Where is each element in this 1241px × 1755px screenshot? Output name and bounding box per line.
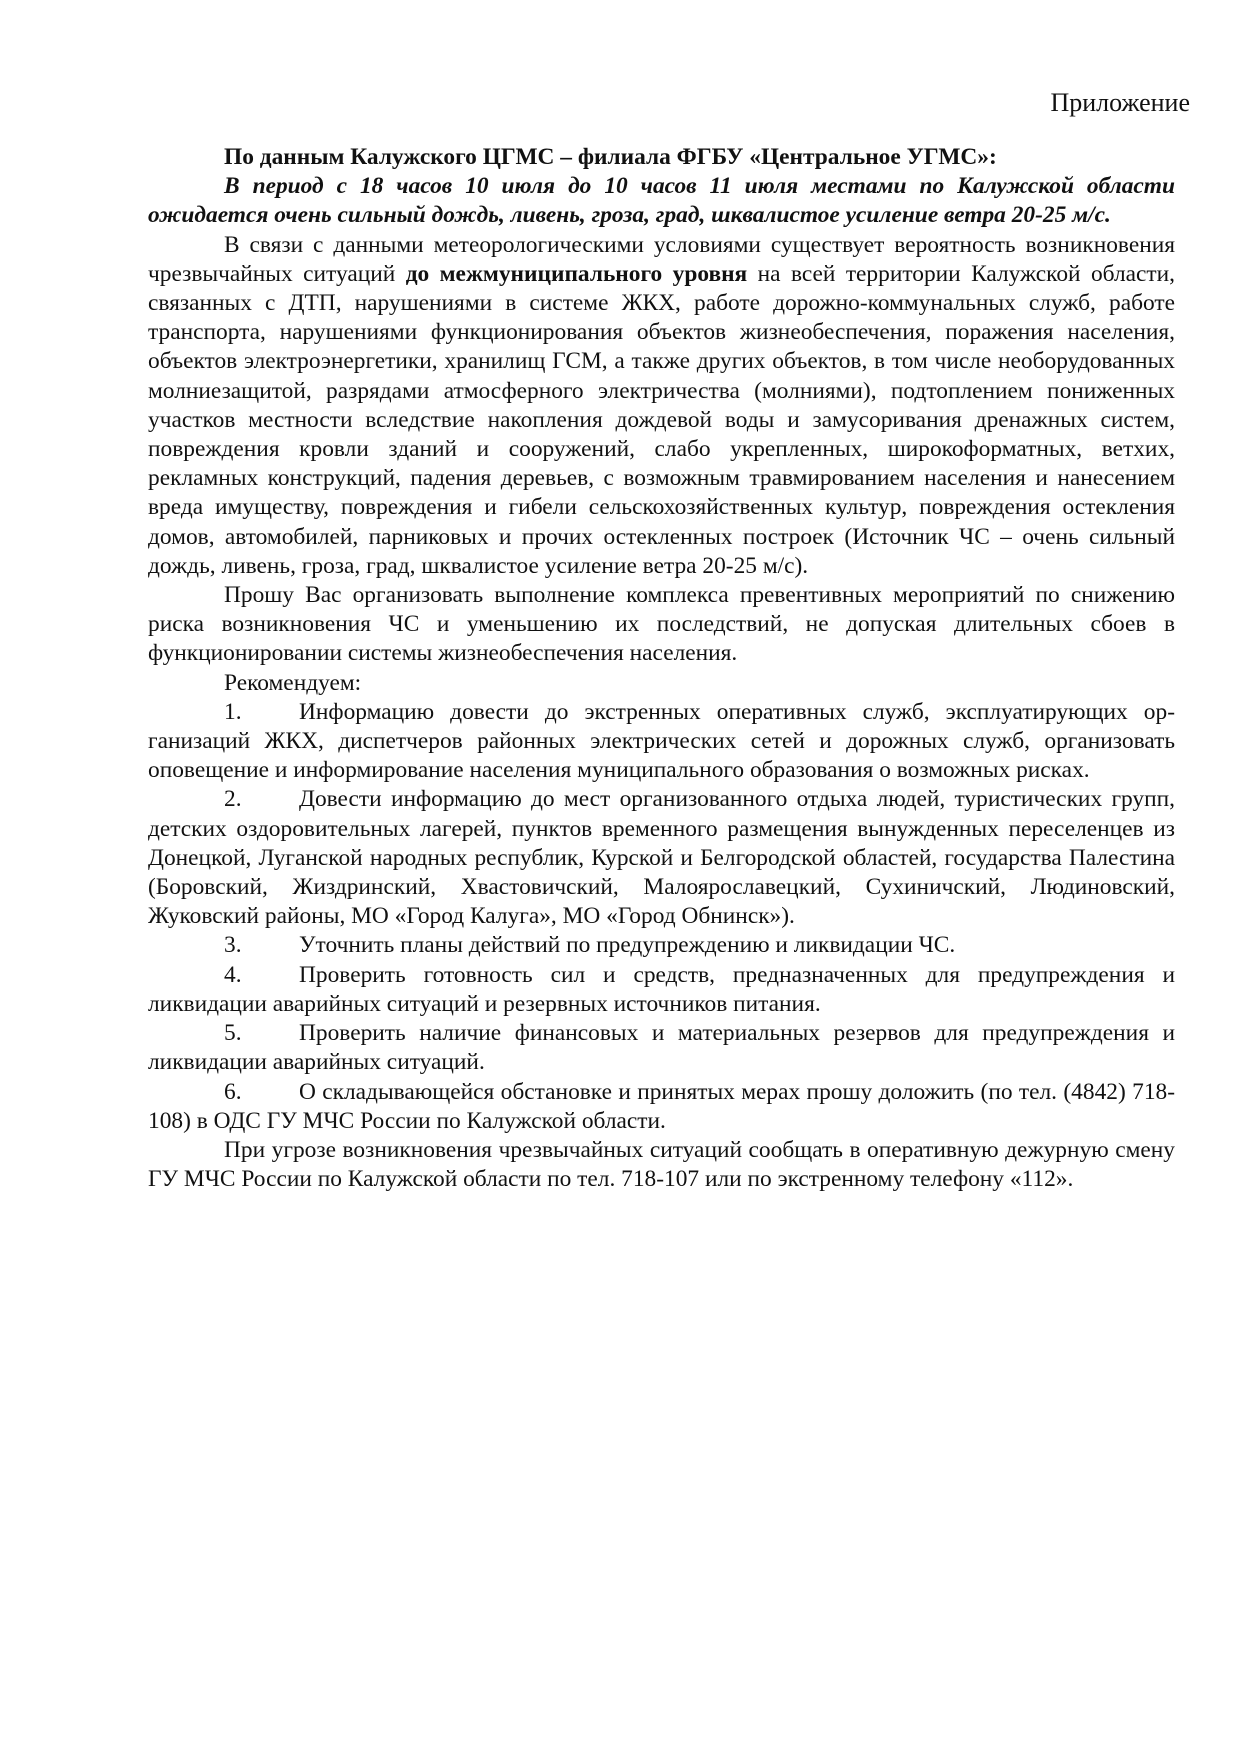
list-item: [148, 785, 1175, 931]
list-item: [148, 961, 1175, 1019]
item-text: О складывающейся обстановке и принятых мерах прошу доложить (по тел. (4842) 718-108) в ОДС ГУ МЧС России по Калужской области.: [148, 1078, 1175, 1134]
item-text: Информацию довести до экстренных оперативных служб, эксплуатирующих организаций ЖКХ, диспетчеров районных электрических сетей и дорожных служб, организовать оповещение и информирование населения муниципального образования о возможных рисках.: [148, 698, 1175, 784]
closing-paragraph: При угрозе возникновения чрезвычайных ситуаций сообщать в оперативную дежурную смену ГУ МЧС России по Калужской области по тел. 718-107 или по экстренному телефону «112».: [148, 1136, 1175, 1193]
item-number: 1.: [224, 698, 242, 725]
appendix-label: Приложение: [1050, 88, 1190, 117]
recommendations-list: [148, 698, 1175, 1136]
item-text: Проверить готовность сил и средств, предназначенных для предупреждения и ликвидации аварийных ситуаций и резервных источников питания.: [148, 961, 1175, 1017]
list-item: [148, 1019, 1175, 1077]
risk-text-start: В связи с данными метеорологическими условиями существует вероятность возникновения чрезвычайных ситуаций: [148, 231, 1175, 287]
forecast-line: В период с 18 часов 10 июля до 10 часов 11 июля местами по Калужской области ожидается очень сильный дождь, ливень, гроза, град, шквалистое усиление ветра 20-25 м/с.: [148, 173, 1175, 229]
item-number: 3.: [224, 932, 242, 959]
list-item: [148, 1078, 1175, 1136]
item-text: Уточнить планы действий по предупреждению и ликвидации ЧС.: [299, 932, 956, 959]
item-text: Проверить наличие финансовых и материальных резервов для предупреждения и ликвидации аварийных ситуаций.: [148, 1020, 1175, 1076]
item-number: 6.: [224, 1078, 242, 1105]
item-text: Довести информацию до мест организованного отдыха людей, туристических групп, детских оздоровительных лагерей, пунктов временного размещения вынужденных переселенцев из Донецкой, Луганской народных республик, Курской и Белгородской областей, государства Палестина (Боровский, Жиздринский, Хвастовичский, Малоярославецкий, Сухиничский, Людиновский, Жуковский районы, МО «Город Калуга», МО «Город Обнинск»).: [148, 786, 1175, 930]
item-number: 5.: [224, 1020, 242, 1047]
recommend-label: Рекомендуем:: [224, 669, 362, 696]
list-item: [148, 698, 1175, 786]
risk-level-bold: до межмуниципального уровня: [405, 260, 748, 287]
list-item: [148, 931, 1175, 960]
source-line: По данным Калужского ЦГМС – филиала ФГБУ «Центральное УГМС»:: [224, 144, 997, 170]
item-number: 4.: [224, 961, 242, 988]
risk-text-end: на всей территории Калужской области, связанных с ДТП, нарушениями в системе ЖКХ, работе дорожно-коммунальных служб, работе транспорта, нарушениями функционирования объектов жизнеобеспечения, поражения населения, объектов электроэнергетики, хранилищ ГСМ, а также других объектов, в том числе необорудованных молниезащитой, разрядами атмосферного электричества (молниями), подтоплением пониженных участков местности вследствие накопления дождевой воды и замусоривания дренажных систем, повреждения кровли зданий и сооружений, слабо укрепленных, широкоформатных, ветхих, рекламных конструкций, падения деревьев, с возможным травмированием населения и нанесением вреда имуществу, повреждения и гибели сельскохозяйственных культур, повреждения остекления домов, автомобилей, парниковых и прочих остекленных построек (Источник ЧС – очень сильный дождь, ливень, гроза, град, шквалистое усиление ветра 20-25 м/с).: [148, 260, 1175, 579]
risk-paragraph: [148, 231, 1175, 581]
document-page: [148, 88, 1190, 1194]
item-number: 2.: [224, 786, 242, 813]
request-paragraph: Прошу Вас организовать выполнение комплекса превентивных мероприятий по снижению риска возникновения ЧС и уменьшению их последствий, не допуская длительных сбоев в функционировании системы жизнеобеспечения населения.: [148, 582, 1175, 667]
